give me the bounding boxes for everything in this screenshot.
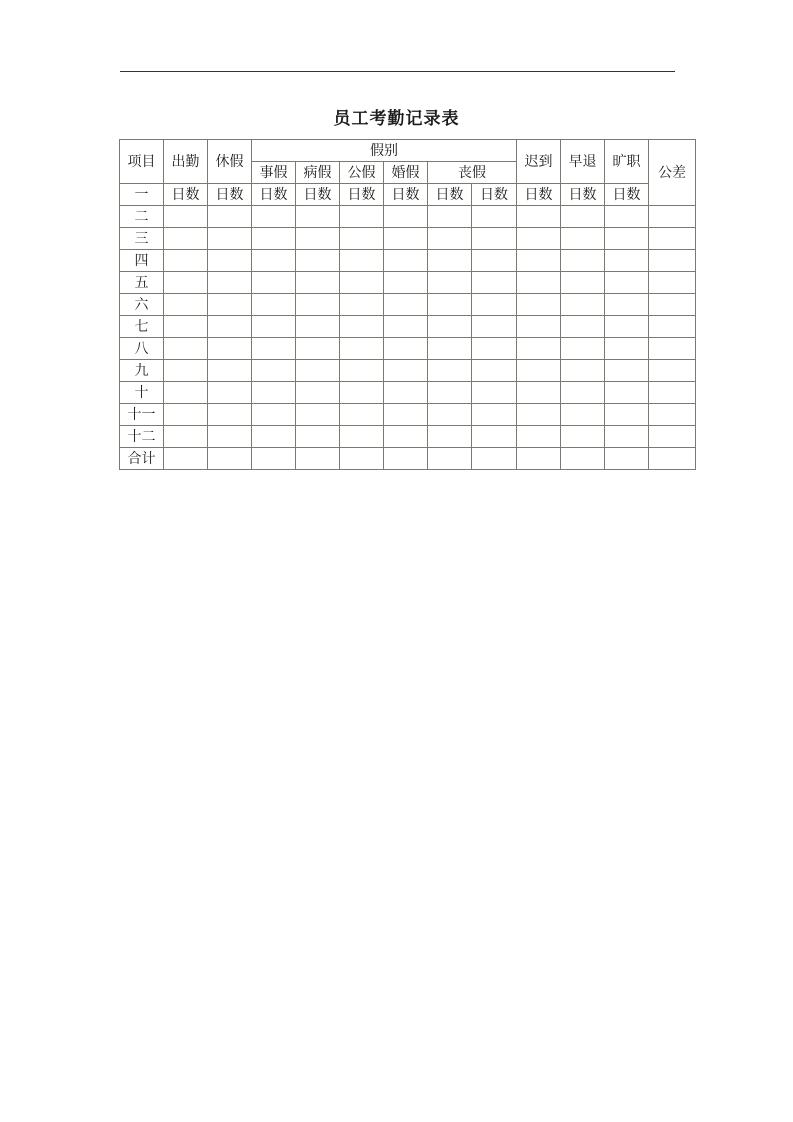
table-cell[interactable]: [472, 360, 517, 382]
table-cell[interactable]: [252, 228, 296, 250]
table-cell[interactable]: [252, 426, 296, 448]
row-label: 七: [120, 316, 164, 338]
table-cell[interactable]: [561, 206, 605, 228]
table-cell[interactable]: [208, 250, 252, 272]
row-label: 八: [120, 338, 164, 360]
table-cell[interactable]: [517, 294, 561, 316]
table-cell[interactable]: [384, 272, 428, 294]
table-cell[interactable]: [296, 294, 340, 316]
table-cell[interactable]: [649, 338, 696, 360]
table-cell[interactable]: [340, 316, 384, 338]
table-cell[interactable]: [208, 228, 252, 250]
table-cell[interactable]: [649, 404, 696, 426]
table-cell[interactable]: [428, 404, 472, 426]
table-cell[interactable]: [472, 426, 517, 448]
table-cell[interactable]: [561, 404, 605, 426]
row-label: 十一: [120, 404, 164, 426]
header-sick-leave: 病假: [296, 162, 340, 184]
table-cell[interactable]: [428, 206, 472, 228]
table-cell[interactable]: [340, 338, 384, 360]
table-cell[interactable]: [252, 206, 296, 228]
table-cell[interactable]: [384, 426, 428, 448]
table-cell[interactable]: [428, 294, 472, 316]
table-cell[interactable]: [164, 228, 208, 250]
header-attendance: 出勤: [164, 140, 208, 184]
table-cell[interactable]: [296, 206, 340, 228]
top-rule: [120, 71, 675, 72]
table-cell[interactable]: [252, 316, 296, 338]
table-cell[interactable]: [428, 382, 472, 404]
table-cell[interactable]: [164, 272, 208, 294]
table-row: [120, 448, 696, 470]
table-cell[interactable]: [296, 228, 340, 250]
table-cell[interactable]: [340, 206, 384, 228]
table-cell[interactable]: [605, 338, 649, 360]
table-cell[interactable]: [384, 382, 428, 404]
table-cell[interactable]: [428, 338, 472, 360]
table-cell[interactable]: [517, 338, 561, 360]
table-cell[interactable]: [472, 272, 517, 294]
table-cell[interactable]: [340, 382, 384, 404]
table-cell[interactable]: [252, 272, 296, 294]
table-cell[interactable]: [164, 338, 208, 360]
table-cell[interactable]: [384, 316, 428, 338]
table-cell[interactable]: [605, 250, 649, 272]
table-cell[interactable]: [340, 272, 384, 294]
table-cell[interactable]: [605, 382, 649, 404]
row-label: 一: [120, 184, 164, 206]
table-cell[interactable]: [605, 360, 649, 382]
table-row: [120, 360, 696, 382]
unit-cell: 日数: [428, 184, 472, 206]
table-cell[interactable]: [208, 426, 252, 448]
table-cell[interactable]: [428, 250, 472, 272]
table-cell[interactable]: [472, 206, 517, 228]
table-cell[interactable]: [605, 272, 649, 294]
table-cell[interactable]: [428, 272, 472, 294]
table-cell[interactable]: [296, 250, 340, 272]
table-cell[interactable]: [296, 272, 340, 294]
unit-cell: 日数: [384, 184, 428, 206]
row-label: 六: [120, 294, 164, 316]
header-late: 迟到: [517, 140, 561, 184]
row-label: 十二: [120, 426, 164, 448]
table-cell[interactable]: [428, 426, 472, 448]
row-label: 合计: [120, 448, 164, 470]
table-cell[interactable]: [252, 338, 296, 360]
table-cell[interactable]: [164, 360, 208, 382]
table-cell[interactable]: [649, 316, 696, 338]
table-cell[interactable]: [561, 382, 605, 404]
unit-cell: 日数: [472, 184, 517, 206]
row-label: 二: [120, 206, 164, 228]
unit-cell: 日数: [517, 184, 561, 206]
table-row: [120, 294, 696, 316]
table-cell[interactable]: [472, 404, 517, 426]
header-item: 项目: [120, 140, 164, 184]
table-cell[interactable]: [384, 228, 428, 250]
table-cell[interactable]: [252, 382, 296, 404]
table-cell[interactable]: [384, 448, 428, 470]
table-row: [120, 426, 696, 448]
table-cell[interactable]: [296, 426, 340, 448]
table-cell[interactable]: [605, 228, 649, 250]
table-cell[interactable]: [428, 360, 472, 382]
table-cell[interactable]: [517, 360, 561, 382]
table-cell[interactable]: [340, 404, 384, 426]
table-cell[interactable]: [517, 448, 561, 470]
table-row: [120, 338, 696, 360]
table-cell[interactable]: [384, 294, 428, 316]
table-cell[interactable]: [340, 360, 384, 382]
table-cell[interactable]: [472, 382, 517, 404]
table-cell[interactable]: [605, 426, 649, 448]
table-cell[interactable]: [164, 448, 208, 470]
header-official-leave: 公假: [340, 162, 384, 184]
table-cell[interactable]: [472, 294, 517, 316]
table-cell[interactable]: [252, 294, 296, 316]
table-cell[interactable]: [164, 316, 208, 338]
table-cell[interactable]: [252, 250, 296, 272]
row-label: 五: [120, 272, 164, 294]
table-cell[interactable]: [296, 338, 340, 360]
table-cell[interactable]: [517, 228, 561, 250]
table-cell[interactable]: [384, 404, 428, 426]
table-cell[interactable]: [517, 404, 561, 426]
table-cell[interactable]: [517, 316, 561, 338]
table-cell[interactable]: [649, 382, 696, 404]
table-cell[interactable]: [384, 206, 428, 228]
table-cell[interactable]: [649, 448, 696, 470]
data-rows: [120, 206, 696, 470]
table-cell[interactable]: [384, 250, 428, 272]
table-cell[interactable]: [164, 382, 208, 404]
table-cell[interactable]: [296, 404, 340, 426]
header-rest-leave: 休假: [208, 140, 252, 184]
unit-cell: 日数: [164, 184, 208, 206]
table-cell[interactable]: [164, 404, 208, 426]
table-cell[interactable]: [649, 360, 696, 382]
table-cell[interactable]: [472, 316, 517, 338]
table-cell[interactable]: [252, 404, 296, 426]
header-personal-leave: 事假: [252, 162, 296, 184]
table-cell[interactable]: [208, 272, 252, 294]
table-cell[interactable]: [384, 360, 428, 382]
table-cell[interactable]: [649, 206, 696, 228]
table-cell[interactable]: [296, 448, 340, 470]
table-cell[interactable]: [561, 272, 605, 294]
table-cell[interactable]: [208, 294, 252, 316]
table-cell[interactable]: [252, 360, 296, 382]
table-cell[interactable]: [561, 316, 605, 338]
unit-cell: 日数: [208, 184, 252, 206]
table-cell[interactable]: [605, 404, 649, 426]
table-cell[interactable]: [296, 382, 340, 404]
table-cell[interactable]: [517, 206, 561, 228]
header-absent: 旷职: [605, 140, 649, 184]
table-cell[interactable]: [208, 404, 252, 426]
table-cell[interactable]: [561, 228, 605, 250]
table-cell[interactable]: [517, 426, 561, 448]
row-label: 十: [120, 382, 164, 404]
table-cell[interactable]: [340, 448, 384, 470]
table-cell[interactable]: [296, 360, 340, 382]
table-cell[interactable]: [164, 206, 208, 228]
table-cell[interactable]: [561, 448, 605, 470]
header-early-leave: 早退: [561, 140, 605, 184]
table-row: [120, 404, 696, 426]
unit-cell: 日数: [296, 184, 340, 206]
unit-cell: 日数: [340, 184, 384, 206]
table-cell[interactable]: [252, 448, 296, 470]
header-row-1: [120, 140, 696, 162]
row-label: 四: [120, 250, 164, 272]
table-cell[interactable]: [472, 338, 517, 360]
table-cell[interactable]: [649, 228, 696, 250]
table-cell[interactable]: [561, 338, 605, 360]
table-cell[interactable]: [472, 250, 517, 272]
table-row: [120, 184, 696, 206]
table-cell[interactable]: [649, 294, 696, 316]
header-marriage-leave: 婚假: [384, 162, 428, 184]
table-cell[interactable]: [428, 448, 472, 470]
table-cell[interactable]: [296, 316, 340, 338]
unit-cell: 日数: [561, 184, 605, 206]
table-row: [120, 228, 696, 250]
table-row: [120, 272, 696, 294]
table-cell[interactable]: [208, 382, 252, 404]
table-cell[interactable]: [164, 294, 208, 316]
table-cell[interactable]: [340, 426, 384, 448]
table-cell[interactable]: [340, 294, 384, 316]
table-cell[interactable]: [561, 250, 605, 272]
table-cell[interactable]: [605, 206, 649, 228]
table-cell[interactable]: [340, 250, 384, 272]
table-row: [120, 382, 696, 404]
header-business-trip: 公差: [649, 140, 696, 206]
table-cell[interactable]: [472, 448, 517, 470]
table-row: [120, 250, 696, 272]
table-cell[interactable]: [472, 228, 517, 250]
table-cell[interactable]: [649, 272, 696, 294]
table-cell[interactable]: [208, 448, 252, 470]
row-label: 三: [120, 228, 164, 250]
table-cell[interactable]: [605, 316, 649, 338]
unit-cell: 日数: [605, 184, 649, 206]
table-cell[interactable]: [428, 228, 472, 250]
table-cell[interactable]: [208, 360, 252, 382]
table-cell[interactable]: [164, 426, 208, 448]
header-bereavement-leave: 丧假: [428, 162, 517, 184]
table-cell[interactable]: [561, 426, 605, 448]
table-cell[interactable]: [428, 316, 472, 338]
table-cell[interactable]: [649, 250, 696, 272]
table-row: [120, 206, 696, 228]
table-cell[interactable]: [517, 272, 561, 294]
table-cell[interactable]: [561, 294, 605, 316]
attendance-table: [119, 139, 696, 470]
table-cell[interactable]: [649, 426, 696, 448]
document-title: 员工考勤记录表: [333, 109, 460, 129]
table-cell[interactable]: [517, 382, 561, 404]
unit-cell: 日数: [252, 184, 296, 206]
table-cell[interactable]: [605, 294, 649, 316]
table-cell[interactable]: [384, 338, 428, 360]
table-row: [120, 316, 696, 338]
table-cell[interactable]: [517, 250, 561, 272]
table-cell[interactable]: [340, 228, 384, 250]
table-cell[interactable]: [605, 448, 649, 470]
table-cell[interactable]: [164, 250, 208, 272]
table-cell[interactable]: [208, 338, 252, 360]
header-leave-type: 假别: [252, 140, 517, 162]
table-cell[interactable]: [561, 360, 605, 382]
table-cell[interactable]: [208, 206, 252, 228]
row-label: 九: [120, 360, 164, 382]
table-cell[interactable]: [208, 316, 252, 338]
